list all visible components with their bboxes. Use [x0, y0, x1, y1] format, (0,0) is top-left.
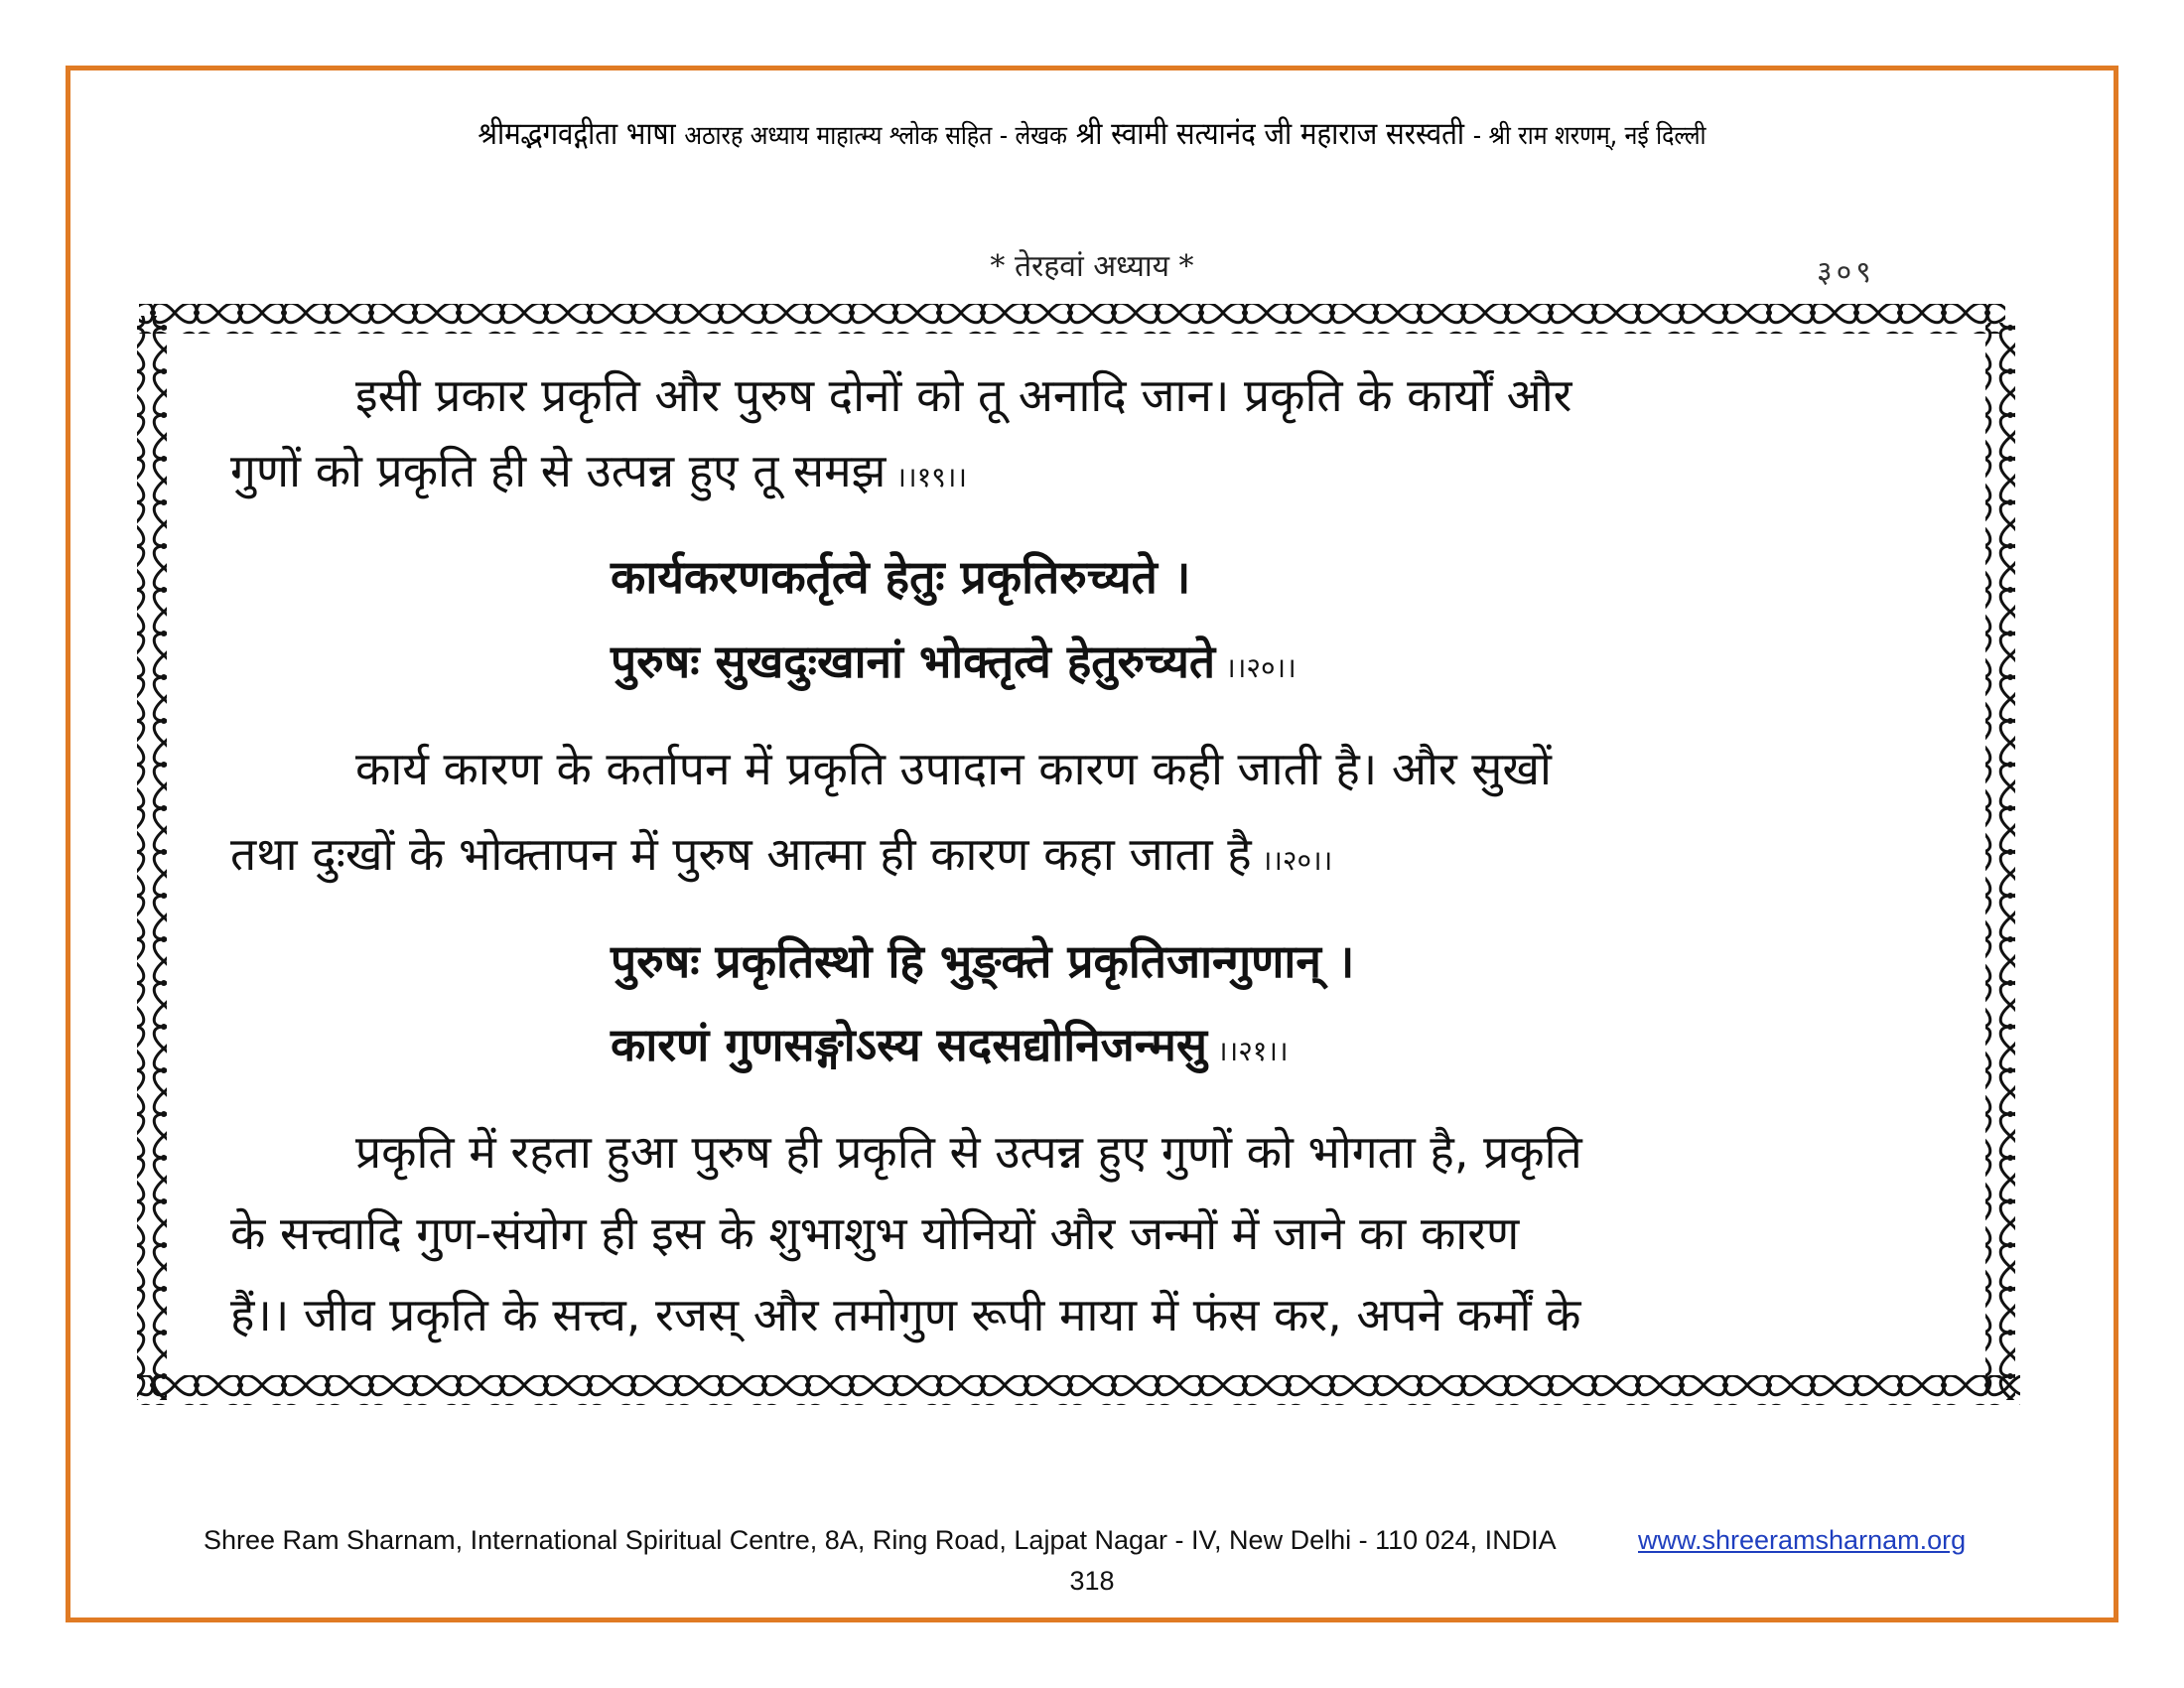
border-right — [1985, 323, 2015, 1400]
verse20-line2 — [611, 632, 1297, 698]
para3-line2: के सत्त्वादि गुण-संयोग ही इस के शुभाशुभ योनियों और जन्मों में जाने का कारण — [230, 1206, 1520, 1260]
verse21-line1: पुरुषः प्रकृतिस्थो हि भुङ्क्ते प्रकृतिजान्गुणान् । — [611, 934, 1355, 988]
chapter-heading: * तेरहवां अध्याय * — [990, 249, 1194, 284]
verse-number-19: ।।१९।। — [895, 461, 967, 493]
scan-page-number: ३०९ — [1817, 255, 1875, 290]
para2-line2-text: तथा दुःखों के भोक्तापन में पुरुष आत्मा ही कारण कहा जाता है — [230, 827, 1252, 881]
border-left — [137, 316, 167, 1400]
verse-number-20b: ।।२०।। — [1261, 844, 1333, 877]
border-top — [139, 304, 2005, 334]
verse20-line2-text: पुरुषः सुखदुःखानां भोक्तृत्वे हेतुरुच्यते — [611, 634, 1216, 688]
verse21-line2-text: कारणं गुणसङ्गोऽस्य सदसद्योनिजन्मसु — [611, 1018, 1208, 1071]
verse-number-21: ।।२१।। — [1217, 1035, 1289, 1067]
book-author: श्री स्वामी सत्यानंद जी महाराज सरस्वती — [1075, 116, 1464, 152]
book-subtitle: अठारह अध्याय माहात्म्य श्लोक सहित - लेखक — [684, 121, 1067, 151]
para3-line1: प्रकृति में रहता हुआ पुरुष ही प्रकृति से उत्पन्न हुए गुणों को भोगता है, प्रकृति — [355, 1125, 1582, 1179]
para1-line1: इसी प्रकार प्रकृति और पुरुष दोनों को तू अनादि जान। प्रकृति के कार्यों और — [355, 368, 1572, 422]
book-title: श्रीमद्भगवद्गीता भाषा — [478, 116, 676, 152]
para2-line2 — [230, 824, 1332, 891]
para1-line2 — [230, 441, 967, 507]
para1-line2-text: गुणों को प्रकृति ही से उत्पन्न हुए तू समझ — [230, 444, 887, 497]
book-publisher: - श्री राम शरणम्, नई दिल्ली — [1472, 121, 1706, 151]
border-bottom — [139, 1375, 2020, 1405]
website-link[interactable]: www.shreeramsharnam.org — [1638, 1525, 1967, 1555]
verse20-line1: कार्यकरणकर्तृत्वे हेतुः प्रकृतिरुच्यते । — [611, 550, 1191, 604]
verse21-line2 — [611, 1015, 1289, 1081]
footer-address: Shree Ram Sharnam, International Spiritual Centre, 8A, Ring Road, Lajpat Nagar - IV, New Delhi - 110 024, INDIA — [204, 1525, 1557, 1555]
para3-line3: हैं।। जीव प्रकृति के सत्त्व, रजस् और तमोगुण रूपी माया में फंस कर, अपने कर्मों के — [230, 1288, 1581, 1341]
footer-page-number: 318 — [1069, 1566, 1115, 1596]
verse-number-20: ।।२०।। — [1225, 651, 1297, 684]
para2-line1: कार्य कारण के कर्तापन में प्रकृति उपादान कारण कही जाती है। और सुखों — [355, 742, 1552, 795]
